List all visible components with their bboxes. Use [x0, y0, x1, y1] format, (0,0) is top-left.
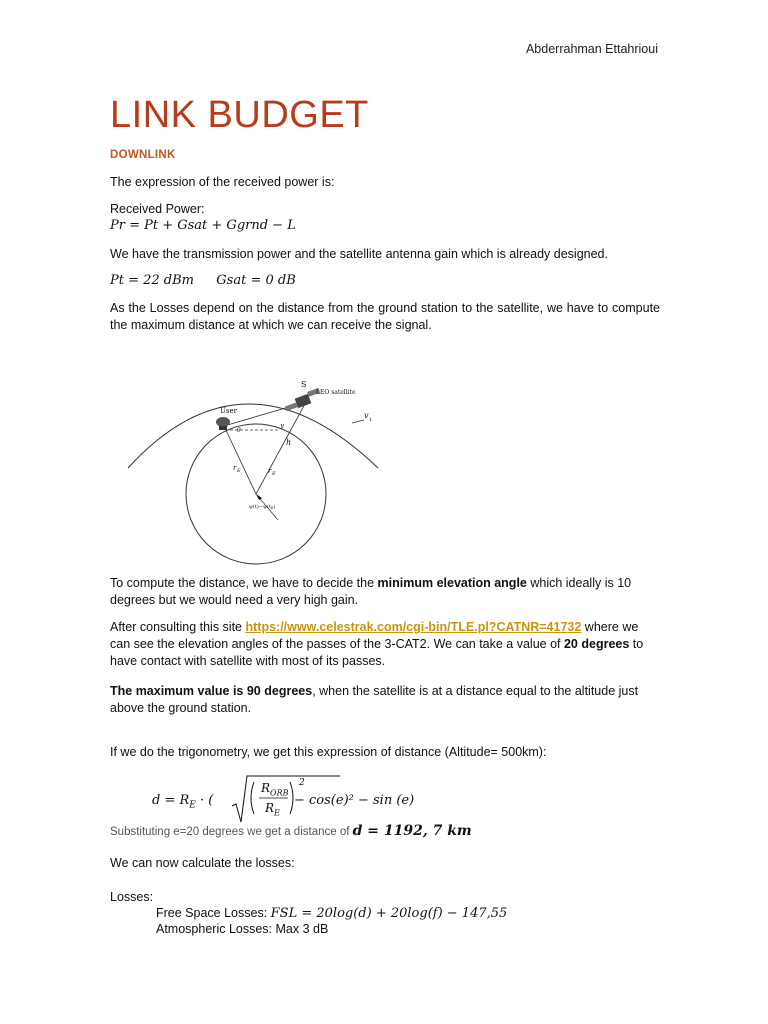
- received-power-formula: Pr = Pt + Gsat + Ggrnd − L: [110, 218, 296, 233]
- elevation-text-a: To compute the distance, we have to decide the: [110, 576, 378, 590]
- label-re-user-sub: E: [237, 468, 241, 474]
- label-re-sat: r: [268, 467, 272, 475]
- formula-dot: · (: [195, 793, 214, 808]
- fsl-line: [156, 905, 507, 922]
- consult-paragraph: [110, 619, 660, 670]
- fsl-label: Free Space Losses:: [156, 906, 271, 920]
- trig-paragraph: If we do the trigonometry, we get this expression of distance (Altitude= 500km):: [110, 745, 547, 759]
- fsl-formula: FSL = 20log(d) + 20log(f) − 147,55: [270, 906, 508, 921]
- distance-formula: [150, 772, 450, 826]
- elevation-text-b: which ideally is 10 degrees but we would need a very high gain.: [110, 576, 632, 607]
- label-psi-main: ψ(t)−ψ(t: [249, 504, 271, 510]
- subst-value: d = 1192, 7 km: [352, 823, 472, 839]
- consult-text-b: where we can see the elevation angles of the passes of the 3-CAT2. We can take a value of: [110, 620, 639, 651]
- received-power-label: Received Power:: [110, 202, 205, 216]
- label-re-sat-sub: E: [272, 471, 276, 477]
- label-theta: θ: [237, 427, 241, 434]
- substitution-line: [110, 823, 472, 839]
- formula-denominator: [265, 801, 280, 817]
- label-v-sub: 1: [369, 417, 373, 423]
- satellite-geometry-diagram: [120, 360, 395, 566]
- consult-text-c: to have contact with satellite with most of its passes.: [110, 637, 644, 668]
- label-psi-sub: E: [270, 506, 274, 510]
- transmission-paragraph: We have the transmission power and the satellite antenna gain which is already designed.: [110, 247, 608, 261]
- formula-den-sub: E: [274, 808, 280, 818]
- page-title: LINK BUDGET: [110, 94, 369, 136]
- losses-intro-paragraph: As the Losses depend on the distance from the ground station to the satellite, we have to compute the maximum distance at which we can receive the signal.: [110, 301, 660, 332]
- formula-numerator: [261, 781, 289, 797]
- formula-lhs-sub: E: [189, 800, 196, 811]
- formula-lhs-main: d = R: [152, 793, 190, 808]
- formula-den-main: R: [265, 801, 275, 815]
- consult-text-a: After consulting this site: [110, 620, 246, 634]
- label-v: v: [364, 411, 369, 420]
- section-heading: DOWNLINK: [110, 149, 176, 161]
- formula-num-main: R: [261, 781, 271, 795]
- pt-value: Pt = 22 dBm: [110, 273, 195, 288]
- label-s: S: [301, 380, 307, 389]
- losses-label: Losses:: [110, 890, 154, 904]
- elevation-paragraph: [110, 575, 660, 609]
- power-gain-values: [110, 272, 660, 289]
- label-re-user: r: [233, 464, 237, 472]
- label-psi-end: ): [273, 504, 276, 510]
- celestrak-link[interactable]: https://www.celestrak.com/cgi-bin/TLE.pl?CATNR=41732: [245, 620, 582, 634]
- label-h: h: [286, 438, 292, 447]
- formula-num-sub: ORB: [270, 788, 289, 798]
- max-bold: The maximum value is 90 degrees: [110, 684, 313, 698]
- atmospheric-line: Atmospheric Losses: Max 3 dB: [156, 922, 329, 936]
- subst-text: Substituting e=20 degrees we get a distance of: [110, 826, 353, 838]
- formula-lhs: [152, 793, 213, 811]
- max-paragraph: [110, 683, 660, 717]
- label-leo: LEO satellite: [316, 389, 356, 396]
- label-gamma: γ: [280, 422, 285, 430]
- consult-bold: 20 degrees: [563, 637, 630, 651]
- gsat-value: Gsat = 0 dB: [216, 273, 296, 288]
- formula-tail: − cos(e)² − sin (e): [294, 793, 415, 808]
- intro-paragraph: The expression of the received power is:: [110, 175, 335, 189]
- formula-power: 2: [299, 778, 305, 788]
- max-rest: , when the satellite is at a distance equal to the altitude just above the ground station.: [110, 684, 639, 715]
- calc-paragraph: We can now calculate the losses:: [110, 856, 295, 870]
- label-user: User: [220, 407, 237, 415]
- author-name: Abderrahman Ettahrioui: [525, 42, 658, 56]
- elevation-bold: minimum elevation angle: [377, 576, 527, 590]
